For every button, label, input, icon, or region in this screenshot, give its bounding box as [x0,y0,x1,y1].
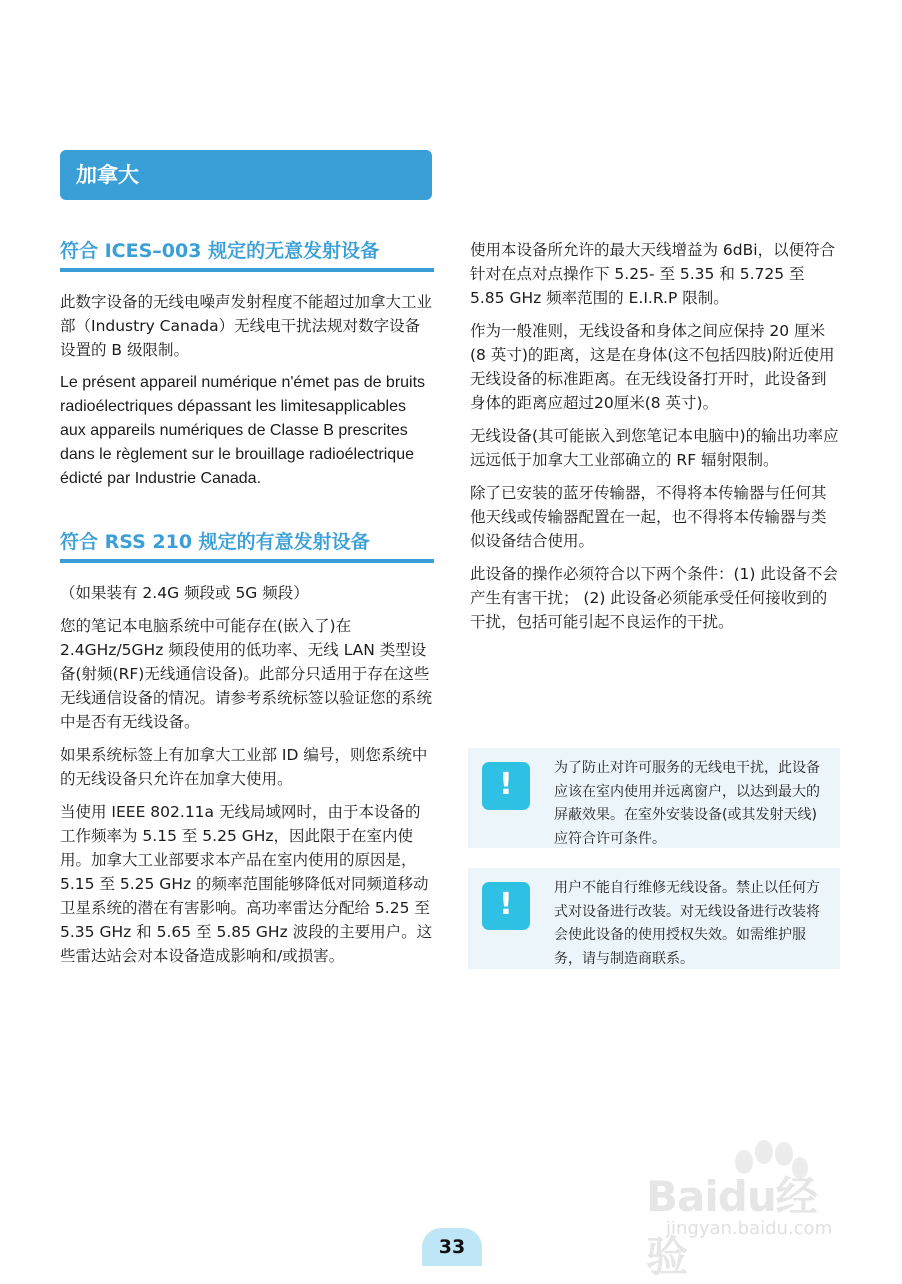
exclamation-icon: ! [482,762,530,810]
paragraph-antenna-gain: 使用本设备所允许的最大天线增益为 6dBi，以便符合针对在点对点操作下 5.25- 至 5.35 和 5.725 至 5.85 GHz 频率范围的 E.I.R.P 限制。 [470,241,836,307]
paragraph-ieee-80211a: 当使用 IEEE 802.11a 无线局域网时，由于本设备的工作频率为 5.15 至 5.25 GHz，因此限于在室内使用。加拿大工业部要求本产品在室内使用的原因是，5.15 至 5.25 GHz 的频率范围能够降低对同频道移动卫星系统的潜在有害影响。高功率雷达分配给 5.25 至 5.35 GHz 和 5.65 至 5.85 GHz 波段的主要用户。这些雷达站会对本设备造成影响和/或损害。 [60,803,433,965]
right-column [470,238,840,643]
note-text-indoor-use: 为了防止对许可服务的无线电干扰，此设备应该在室内使用并远离窗户，以达到最大的屏蔽效果。在室外安装设备(或其发射天线)应符合许可条件。 [554,760,820,847]
paragraph-canada-id: 如果系统标签上有加拿大工业部 ID 编号，则您系统中的无线设备只允许在加拿大使用。 [60,746,428,788]
paragraph-wireless-devices: 您的笔记本电脑系统中可能存在(嵌入了)在 2.4GHz/5GHz 频段使用的低功率、无线 LAN 类型设备(射频(RF)无线通信设备)。此部分只适用于存在这些无线通信设备的情况。请参考系统标签以验证您的系统中是否有无线设备。 [60,617,433,731]
note-box-indoor-use [468,748,840,848]
page-number-tab [422,1228,482,1266]
note-text-no-modification: 用户不能自行维修无线设备。禁止以任何方式对设备进行改装。对无线设备进行改装将会使此设备的使用授权失效。如需维护服务，请与制造商联系。 [554,880,820,967]
watermark-url: jingyan.baidu.com [666,1218,833,1239]
paragraph-colocation: 除了已安装的蓝牙传输器，不得将本传输器与任何其他天线或传输器配置在一起，也不得将本传输器与类似设备结合使用。 [470,484,827,550]
baidu-watermark [640,1140,850,1281]
paragraph-ices-french: Le présent appareil numérique n'émet pas de bruits radioélectriques dépassant les limitesapplicables aux appareils numériques de Classe B prescrites dans le règlement sur le brouillage radioélectrique édicté par Industrie Canada. [60,374,426,487]
paragraph-rf-exposure: 无线设备(其可能嵌入到您笔记本电脑中)的输出功率应远远低于加拿大工业部确立的 RF 辐射限制。 [470,427,839,469]
watermark-text: Baidu经验 [646,1172,817,1281]
paragraph-body-distance: 作为一般准则，无线设备和身体之间应保持 20 厘米(8 英寸)的距离，这是在身体(这不包括四肢)附近使用无线设备的标准距离。在无线设备打开时，此设备到身体的距离应超过20厘米(8 英寸)。 [470,322,835,412]
exclamation-icon: ! [482,882,530,930]
section-banner [60,150,432,200]
page-number: 33 [438,1236,466,1258]
heading-rss-210: 符合 RSS 210 规定的有意发射设备 [60,529,434,563]
paragraph-ices-chinese: 此数字设备的无线电噪声发射程度不能超过加拿大工业部（Industry Canada）无线电干扰法规对数字设备设置的 B 级限制。 [60,293,433,359]
note-box-no-modification [468,868,840,969]
heading-ices-003: 符合 ICES–003 规定的无意发射设备 [60,238,434,272]
paragraph-operating-conditions: 此设备的操作必须符合以下两个条件：(1) 此设备不会产生有害干扰； (2) 此设备必须能承受任何接收到的干扰，包括可能引起不良运作的干扰。 [470,565,838,631]
left-column [60,238,434,977]
paragraph-band-condition: （如果装有 2.4G 频段或 5G 频段） [60,584,309,602]
section-title: 加拿大 [76,163,139,187]
